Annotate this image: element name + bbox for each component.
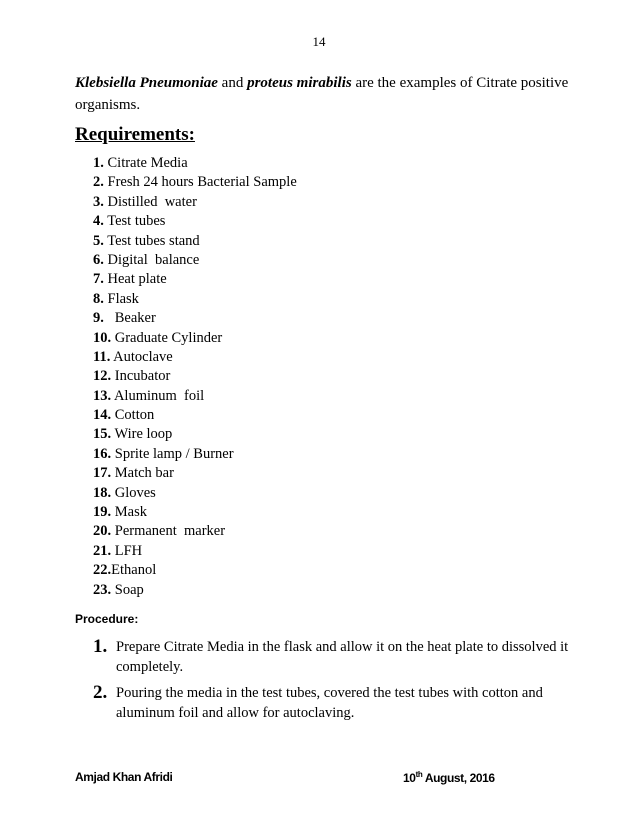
- requirement-number: 15.: [93, 426, 112, 443]
- requirement-number: 4.: [93, 213, 104, 230]
- page-number: 14: [312, 34, 326, 49]
- footer-author: Amjad Khan Afridi: [75, 770, 173, 784]
- requirement-number: 11.: [93, 348, 111, 365]
- requirement-text: Graduate Cylinder: [114, 329, 223, 346]
- requirement-item: [93, 309, 297, 328]
- footer-date: [403, 770, 495, 785]
- requirement-number: 21.: [93, 542, 112, 559]
- procedure-heading: Procedure:: [75, 612, 139, 626]
- intro-paragraph: [75, 72, 570, 116]
- requirement-text: Citrate Media: [107, 155, 188, 171]
- requirement-text: Wire loop: [114, 426, 173, 443]
- requirement-item: [93, 542, 297, 561]
- intro-rest: are the examples of Citrate positive organisms.: [75, 75, 569, 113]
- requirement-text: Distilled water: [107, 193, 197, 210]
- requirement-text: LFH: [114, 542, 143, 559]
- organism-klebsiella: Klebsiella Pneumoniae: [75, 75, 218, 91]
- footer-date-rest: August, 2016: [422, 771, 495, 785]
- requirement-item: [93, 348, 297, 367]
- requirement-number: 16.: [93, 445, 112, 462]
- requirement-number: 6.: [93, 251, 104, 268]
- procedure-step: [93, 684, 578, 723]
- requirement-number: 17.: [93, 465, 112, 482]
- requirement-item: [93, 154, 297, 173]
- requirement-item: [93, 290, 297, 309]
- procedure-step: [93, 638, 578, 677]
- requirement-number: 2.: [93, 174, 104, 191]
- requirement-text: Ethanol: [111, 562, 157, 579]
- requirement-item: [93, 232, 297, 251]
- requirement-item: [93, 212, 297, 231]
- requirement-text: Cotton: [114, 407, 155, 424]
- requirement-number: 7.: [93, 271, 104, 288]
- requirement-number: 12.: [93, 368, 112, 385]
- requirement-text: Sprite lamp / Burner: [114, 445, 234, 462]
- requirement-number: 5.: [93, 232, 104, 249]
- requirement-item: [93, 522, 297, 541]
- procedure-step-text: Pouring the media in the test tubes, covered the test tubes with cotton and aluminum foil and allow for autoclaving.: [116, 685, 543, 721]
- requirement-item: [93, 329, 297, 348]
- requirement-item: [93, 251, 297, 270]
- requirement-number: 19.: [93, 504, 112, 521]
- requirement-text: Beaker: [107, 310, 156, 327]
- requirement-item: [93, 561, 297, 580]
- requirement-item: [93, 445, 297, 464]
- requirement-item: [93, 193, 297, 212]
- requirement-text: Match bar: [114, 465, 174, 482]
- requirement-text: Fresh 24 hours Bacterial Sample: [107, 174, 297, 191]
- procedure-step-number: 1.: [93, 636, 108, 657]
- organism-proteus: proteus mirabilis: [247, 75, 352, 91]
- requirement-number: 8.: [93, 290, 104, 307]
- requirement-text: Mask: [114, 504, 147, 521]
- requirement-text: Test tubes stand: [107, 232, 200, 249]
- requirement-text: Incubator: [114, 368, 171, 385]
- requirement-number: 10.: [93, 329, 112, 346]
- requirement-number: 13.: [93, 387, 112, 404]
- requirement-text: Heat plate: [107, 271, 167, 288]
- requirement-item: [93, 581, 297, 600]
- requirement-number: 22.: [93, 562, 112, 579]
- requirement-item: [93, 270, 297, 289]
- procedure-list: [93, 638, 578, 730]
- requirement-text: Autoclave: [113, 348, 173, 365]
- requirement-number: 3.: [93, 193, 104, 210]
- intro-and: and: [217, 75, 248, 91]
- requirement-number: 23.: [93, 581, 112, 598]
- requirement-text: Soap: [114, 581, 144, 598]
- requirement-item: [93, 387, 297, 406]
- footer-date-day: 10: [403, 771, 416, 785]
- requirement-item: [93, 406, 297, 425]
- requirements-list: [93, 154, 297, 600]
- requirement-item: [93, 173, 297, 192]
- requirement-text: Flask: [107, 290, 139, 307]
- requirement-number: 20.: [93, 523, 112, 540]
- requirement-number: 14.: [93, 407, 112, 424]
- requirement-item: [93, 484, 297, 503]
- requirement-item: [93, 367, 297, 386]
- requirement-text: Gloves: [114, 484, 156, 501]
- requirement-text: Digital balance: [107, 251, 200, 268]
- requirement-text: Test tubes: [107, 213, 166, 230]
- requirement-text: Aluminum foil: [113, 387, 205, 404]
- requirement-item: [93, 425, 297, 444]
- procedure-step-text: Prepare Citrate Media in the flask and allow it on the heat plate to dissolved it completely.: [116, 639, 569, 675]
- requirement-item: [93, 503, 297, 522]
- requirements-heading: Requirements:: [75, 124, 195, 145]
- requirement-number: 1.: [93, 155, 104, 171]
- footer-date-suffix: th: [415, 770, 423, 779]
- requirement-text: Permanent marker: [114, 523, 226, 540]
- requirement-item: [93, 464, 297, 483]
- requirement-number: 18.: [93, 484, 112, 501]
- procedure-step-number: 2.: [93, 682, 108, 703]
- requirement-number: 9.: [93, 310, 104, 327]
